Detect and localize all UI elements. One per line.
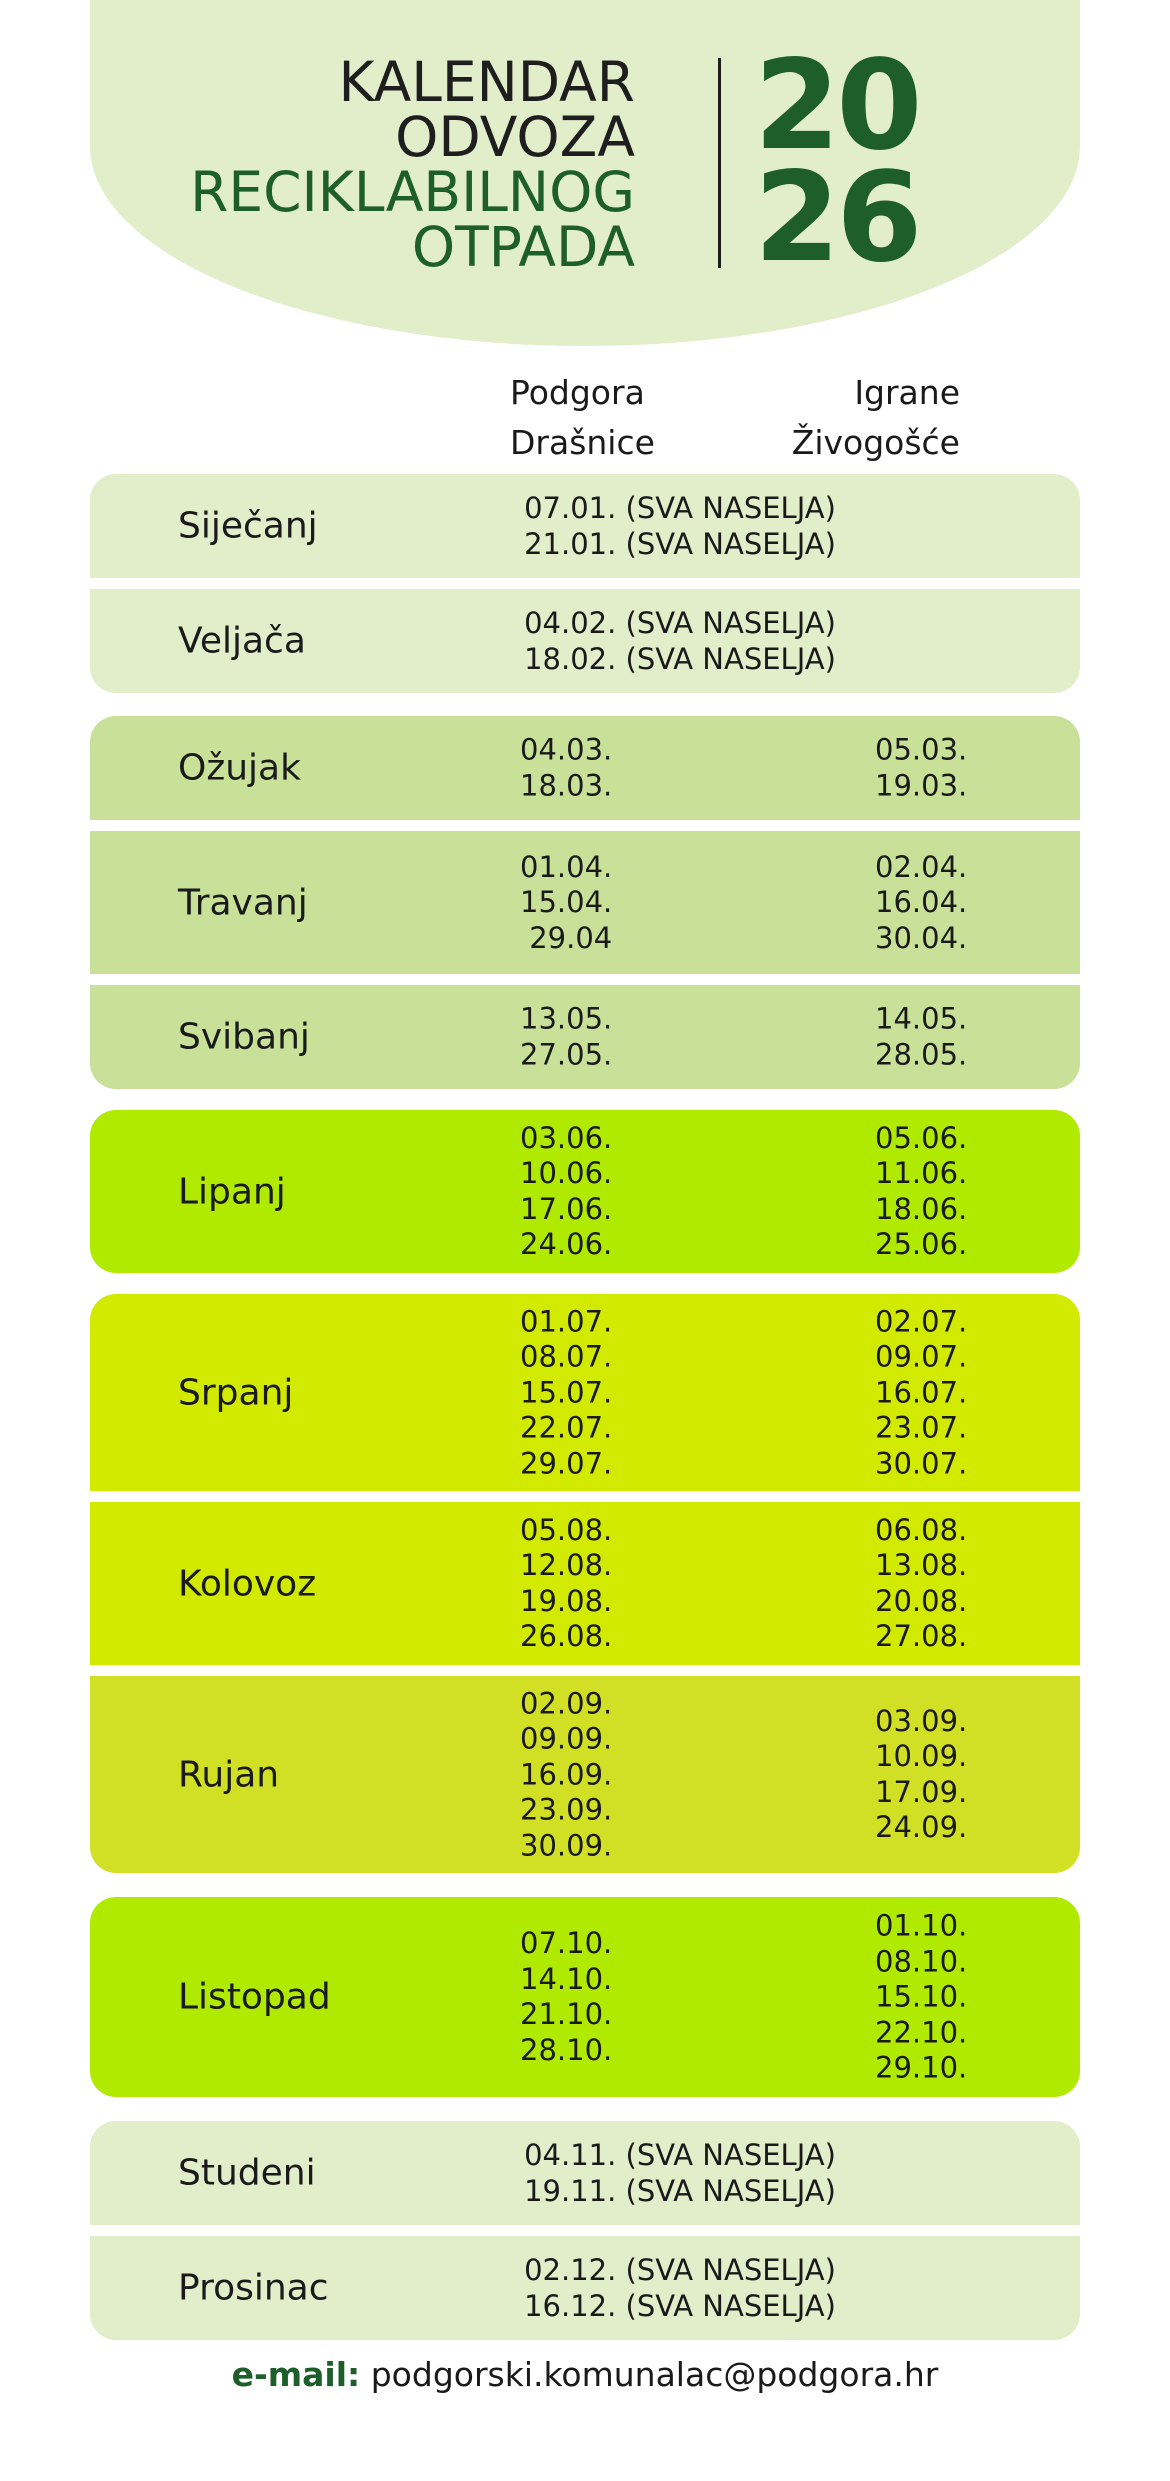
title-divider <box>718 58 721 268</box>
dates-igrane-zivogosce <box>875 1304 967 1482</box>
date-entry: 15.07. <box>520 1374 613 1409</box>
date-entry: 23.09. <box>520 1792 613 1827</box>
year-top: 20 <box>754 34 919 178</box>
date-entry: 01.10. <box>875 1908 968 1943</box>
date-entry: 16.04. <box>875 884 968 919</box>
month-name: Lipanj <box>178 1171 286 1212</box>
date-entry: 18.06. <box>875 1191 968 1226</box>
date-entry: 01.04. <box>520 849 613 884</box>
date-entry: 15.10. <box>875 1979 968 2014</box>
year <box>754 34 919 290</box>
date-entry: 10.09. <box>875 1739 968 1773</box>
dates-podgora-drasnice <box>520 1686 612 1864</box>
calendar-title <box>190 50 635 279</box>
date-entry: 21.10. <box>520 1997 613 2031</box>
date-entry: 05.03. <box>875 732 968 767</box>
contact-footer <box>0 2355 1170 2394</box>
date-entry: 30.09. <box>520 1827 613 1862</box>
date-entry: 11.06. <box>875 1156 968 1190</box>
date-entry: 24.06. <box>520 1227 613 1261</box>
month-row <box>90 831 1080 974</box>
title-line-4: OTPADA <box>411 215 635 279</box>
month-name: Svibanj <box>178 1016 310 1058</box>
date-entry: 16.07. <box>875 1374 968 1409</box>
date-entry: 05.06. <box>875 1120 968 1155</box>
email-label: e-mail: <box>231 2355 361 2394</box>
date-entry: 09.09. <box>520 1721 613 1756</box>
date-entry: 25.06. <box>875 1227 968 1261</box>
date-entry: 30.04. <box>875 920 968 955</box>
date-entry: 15.04. <box>520 884 613 919</box>
dates-igrane-zivogosce <box>875 1002 967 1073</box>
title-line-1: KALENDAR <box>338 50 635 114</box>
year-bottom: 26 <box>754 146 919 290</box>
month-row <box>90 2121 1080 2225</box>
date-entry: 20.08. <box>875 1583 968 1618</box>
dates-all-settlements <box>90 490 1080 562</box>
date-entry: 09.07. <box>875 1339 968 1374</box>
dates-all-settlements <box>90 605 1080 677</box>
date-entry: 04.11. (SVA NASELJA) <box>524 2138 836 2172</box>
date-entry: 02.12. (SVA NASELJA) <box>524 2253 836 2287</box>
month-name: Veljača <box>178 620 306 662</box>
month-row <box>90 716 1080 820</box>
date-entry: 19.08. <box>520 1583 613 1618</box>
date-entry: 18.03. <box>520 768 613 802</box>
date-entry: 04.03. <box>520 732 613 767</box>
date-entry: 29.10. <box>875 2050 968 2085</box>
month-name: Rujan <box>178 1754 280 1795</box>
title-line-2: ODVOZA <box>395 105 635 169</box>
month-row <box>90 1897 1080 2097</box>
month-name: Prosinac <box>178 2267 329 2309</box>
month-row <box>90 1294 1080 1491</box>
date-entry: 21.01. (SVA NASELJA) <box>524 527 836 561</box>
date-entry: 22.10. <box>875 2014 968 2049</box>
date-entry: 13.08. <box>875 1548 968 1582</box>
date-entry: 13.05. <box>520 1001 613 1036</box>
month-row <box>90 985 1080 1089</box>
dates-podgora-drasnice <box>520 1513 612 1655</box>
date-entry: 27.05. <box>520 1037 613 1071</box>
date-entry: 28.05. <box>875 1037 968 1071</box>
column-left-line-1: Podgora <box>510 373 645 412</box>
month-name: Studeni <box>178 2152 316 2194</box>
date-entry: 28.10. <box>520 2032 613 2067</box>
date-entry: 19.11. (SVA NASELJA) <box>524 2174 836 2208</box>
month-row <box>90 1110 1080 1273</box>
dates-podgora-drasnice <box>520 1002 612 1073</box>
date-entry: 29.04 <box>520 920 613 955</box>
date-entry: 01.07. <box>520 1303 613 1338</box>
date-entry: 02.04. <box>875 849 968 884</box>
dates-all-settlements <box>90 2137 1080 2209</box>
date-entry: 06.08. <box>875 1512 968 1547</box>
title-line-3: RECIKLABILNOG <box>190 160 635 224</box>
dates-igrane-zivogosce <box>875 1121 967 1263</box>
column-right-line-1: Igrane <box>854 373 960 412</box>
date-entry: 17.09. <box>875 1774 968 1809</box>
month-name: Travanj <box>178 882 308 923</box>
month-name: Ožujak <box>178 747 301 789</box>
dates-podgora-drasnice <box>520 1304 612 1482</box>
month-name: Kolovoz <box>178 1563 317 1604</box>
date-entry: 08.10. <box>875 1943 968 1978</box>
date-entry: 02.09. <box>520 1685 613 1720</box>
month-row <box>90 1502 1080 1665</box>
date-entry: 05.08. <box>520 1512 613 1547</box>
month-name: Siječanj <box>178 505 318 547</box>
date-entry: 14.05. <box>875 1001 968 1036</box>
column-header-podgora <box>510 368 655 468</box>
dates-podgora-drasnice <box>520 1926 612 2068</box>
date-entry: 07.01. (SVA NASELJA) <box>524 491 836 525</box>
date-entry: 23.07. <box>875 1410 968 1445</box>
date-entry: 26.08. <box>520 1619 613 1653</box>
email-address[interactable]: podgorski.komunalac@podgora.hr <box>370 2355 939 2394</box>
date-entry: 07.10. <box>520 1926 613 1960</box>
dates-igrane-zivogosce <box>875 1513 967 1655</box>
date-entry: 10.06. <box>520 1156 613 1190</box>
date-entry: 29.07. <box>520 1445 613 1480</box>
month-name: Srpanj <box>178 1372 294 1413</box>
dates-igrane-zivogosce <box>875 1704 967 1846</box>
month-name: Listopad <box>178 1976 331 2018</box>
column-left-line-2: Drašnice <box>510 423 655 462</box>
date-entry: 18.02. (SVA NASELJA) <box>524 642 836 676</box>
dates-podgora-drasnice <box>520 849 612 956</box>
dates-all-settlements <box>90 2252 1080 2324</box>
column-right-line-2: Živogošće <box>791 423 960 462</box>
month-row <box>90 474 1080 578</box>
month-row <box>90 2236 1080 2340</box>
date-entry: 14.10. <box>520 1961 613 1996</box>
date-entry: 03.09. <box>875 1703 968 1738</box>
date-entry: 08.07. <box>520 1339 613 1374</box>
dates-igrane-zivogosce <box>875 849 967 956</box>
date-entry: 30.07. <box>875 1445 968 1480</box>
date-entry: 17.06. <box>520 1191 613 1226</box>
date-entry: 16.12. (SVA NASELJA) <box>524 2289 836 2323</box>
date-entry: 27.08. <box>875 1619 968 1653</box>
date-entry: 03.06. <box>520 1120 613 1155</box>
date-entry: 02.07. <box>875 1303 968 1338</box>
dates-igrane-zivogosce <box>875 1908 967 2086</box>
date-entry: 22.07. <box>520 1410 613 1445</box>
month-row <box>90 589 1080 693</box>
column-header-igrane <box>792 368 960 468</box>
dates-podgora-drasnice <box>520 1121 612 1263</box>
dates-igrane-zivogosce <box>875 733 967 804</box>
dates-podgora-drasnice <box>520 733 612 804</box>
date-entry: 16.09. <box>520 1756 613 1791</box>
date-entry: 04.02. (SVA NASELJA) <box>524 606 836 640</box>
date-entry: 12.08. <box>520 1548 613 1582</box>
date-entry: 24.09. <box>875 1810 968 1844</box>
date-entry: 19.03. <box>875 768 968 802</box>
month-row <box>90 1676 1080 1873</box>
